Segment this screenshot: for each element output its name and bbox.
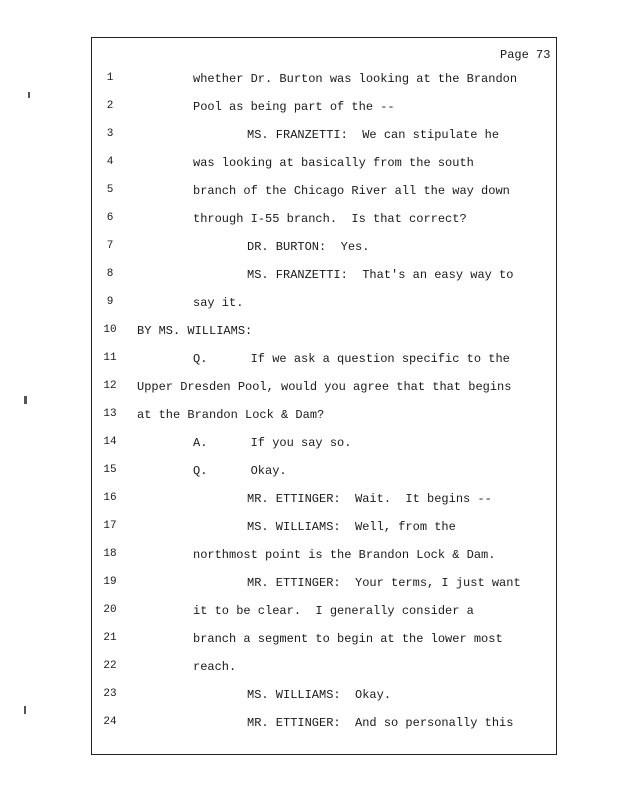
transcript-line: 6 through I-55 branch. Is that correct? xyxy=(106,212,467,226)
transcript-line: 8 MS. FRANZETTI: That's an easy way to xyxy=(106,268,514,282)
transcript-line: 20 it to be clear. I generally consider a xyxy=(103,604,474,618)
transcript-line: 9 say it. xyxy=(106,296,244,310)
transcript-line: 22 reach. xyxy=(103,660,237,674)
transcript-line: 2 Pool as being part of the -- xyxy=(106,100,395,114)
transcript-line: 14 A. If you say so. xyxy=(103,436,352,450)
transcript-line: 5 branch of the Chicago River all the way down xyxy=(106,184,510,198)
transcript-line: 24 MR. ETTINGER: And so personally this xyxy=(103,716,514,730)
transcript-line: 12 Upper Dresden Pool, would you agree that that begins xyxy=(103,380,512,394)
transcript-line: 19 MR. ETTINGER: Your terms, I just want xyxy=(103,576,521,590)
transcript-line: 7 DR. BURTON: Yes. xyxy=(106,240,370,254)
transcript-line: 15 Q. Okay. xyxy=(103,464,287,478)
scan-speck xyxy=(24,396,27,404)
transcript-line: 13 at the Brandon Lock & Dam? xyxy=(103,408,325,422)
transcript-line: 1 whether Dr. Burton was looking at the Brandon xyxy=(106,72,518,86)
scan-speck xyxy=(28,92,30,98)
transcript-line: 23 MS. WILLIAMS: Okay. xyxy=(103,688,392,702)
scan-speck xyxy=(24,706,26,714)
page-number: Page 73 xyxy=(500,48,551,62)
transcript-line: 3 MS. FRANZETTI: We can stipulate he xyxy=(106,128,500,142)
transcript-line: 11 Q. If we ask a question specific to the xyxy=(103,352,510,366)
transcript-line: 18 northmost point is the Brandon Lock & Dam. xyxy=(103,548,496,562)
transcript-line: 21 branch a segment to begin at the lower most xyxy=(103,632,503,646)
transcript-line: 16 MR. ETTINGER: Wait. It begins -- xyxy=(103,492,492,506)
transcript-line: 10 BY MS. WILLIAMS: xyxy=(103,324,253,338)
transcript-line: 17 MS. WILLIAMS: Well, from the xyxy=(103,520,456,534)
transcript-line: 4 was looking at basically from the south xyxy=(106,156,474,170)
